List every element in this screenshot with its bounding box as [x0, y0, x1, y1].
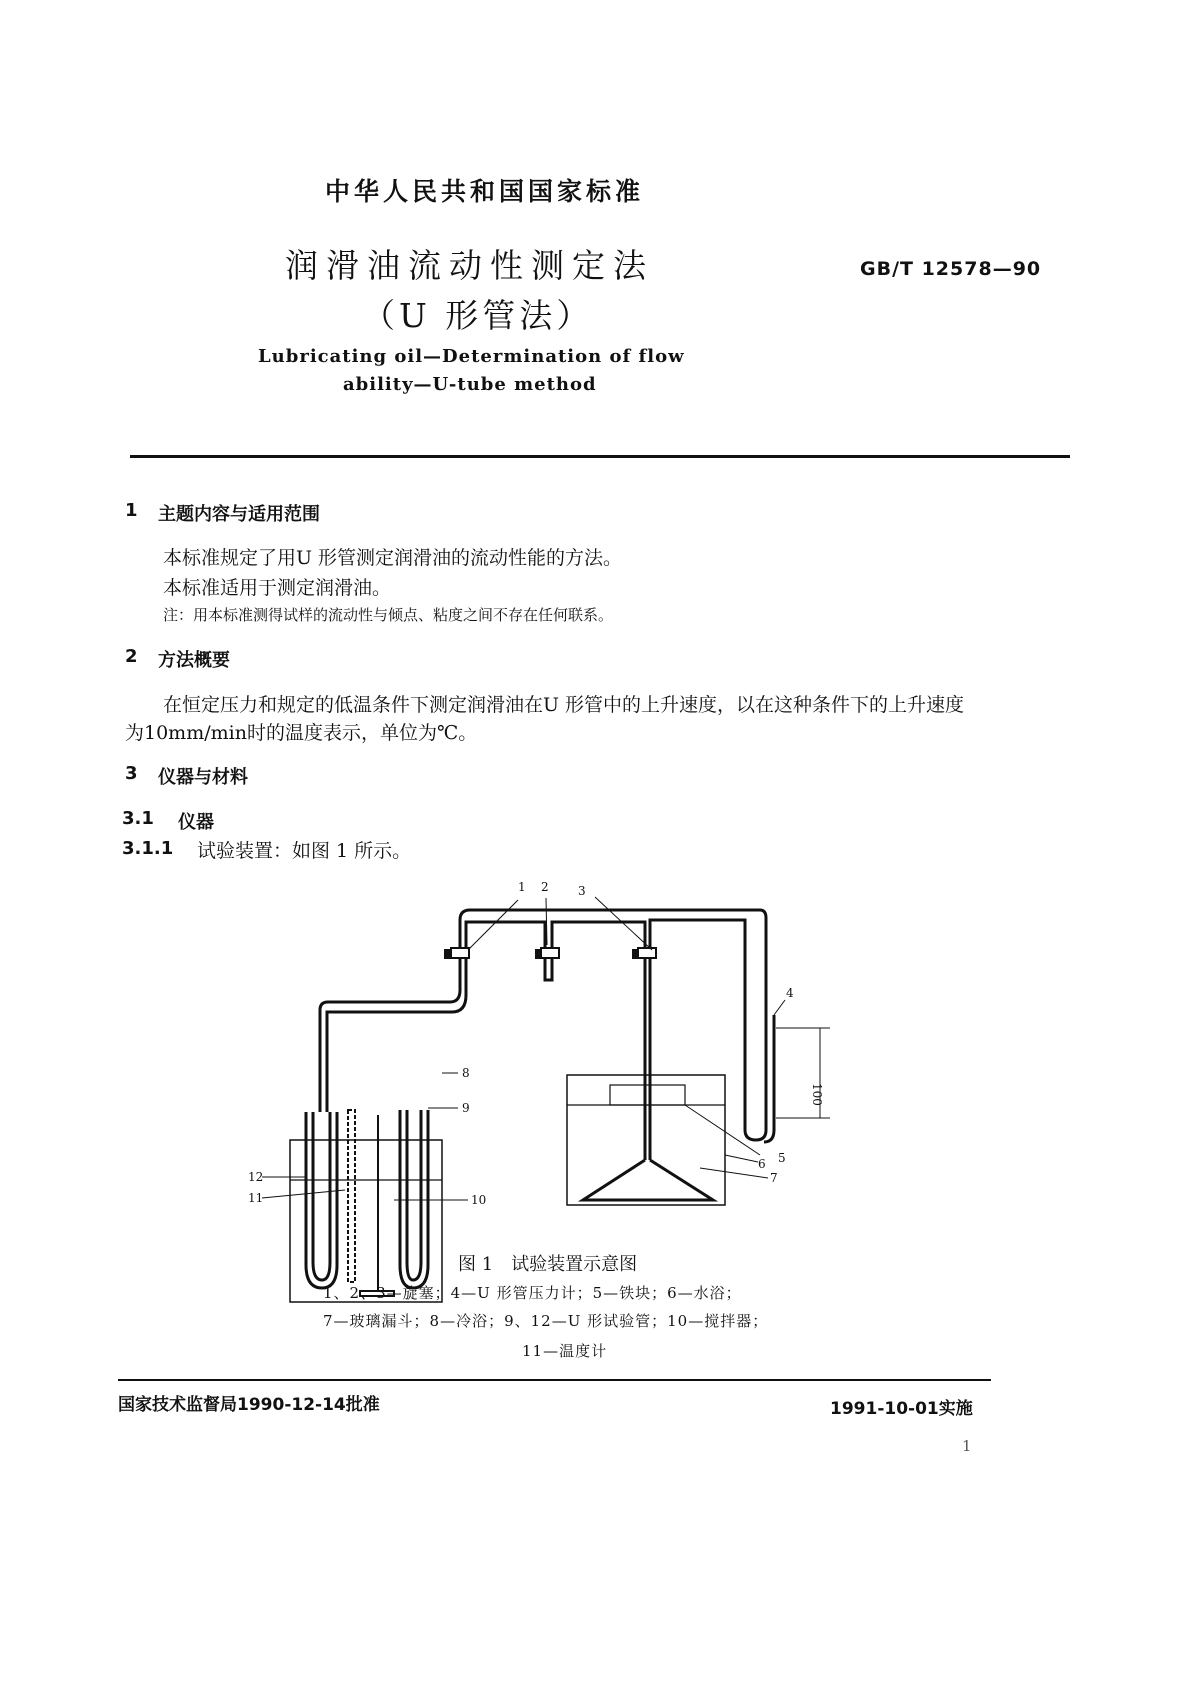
u-test-tube-9 [400, 1110, 428, 1288]
dimension-100: 100 [810, 1083, 824, 1106]
figure-legend-2: 7—玻璃漏斗；8—冷浴；9、12—U 形试验管；10—搅拌器； [323, 1312, 769, 1330]
section-2-p2: 为10mm/min时的温度表示，单位为℃。 [125, 722, 478, 744]
section-1-number: 1 [125, 500, 138, 521]
figure-caption: 图 1 试验装置示意图 [458, 1254, 638, 1275]
stopcock-2 [541, 948, 559, 958]
section-1-p1: 本标准规定了用U 形管测定润滑油的流动性能的方法。 [163, 547, 623, 569]
label-7: 7 [770, 1171, 778, 1185]
title-en-1: Lubricating oil—Determination of flow [258, 346, 685, 367]
section-3-1-1-number: 3.1.1 [122, 838, 174, 859]
header: 中华人民共和国国家标准 [325, 177, 645, 206]
standard-code: GB/T 12578—90 [860, 258, 1042, 280]
stopcock-1 [451, 948, 469, 958]
iron-block [610, 1085, 685, 1105]
label-9: 9 [462, 1101, 470, 1115]
section-3-1-title: 仪器 [178, 812, 214, 833]
figure-legend-1: 1、2、3—旋塞；4—U 形管压力计；5—铁块；6—水浴； [323, 1284, 742, 1302]
label-8: 8 [462, 1066, 470, 1080]
label-11: 11 [248, 1191, 264, 1205]
figure-legend-3: 11—温度计 [522, 1342, 608, 1360]
section-1-p2: 本标准适用于测定润滑油。 [163, 577, 392, 599]
stopcock-1-handle [445, 950, 449, 958]
subtitle-cn: （U 形管法） [362, 296, 594, 335]
stopcock-3 [638, 948, 656, 958]
footer-rule [118, 1379, 991, 1381]
label-4: 4 [786, 986, 794, 1000]
section-3-title: 仪器与材料 [158, 767, 248, 788]
title-cn: 润滑油流动性测定法 [285, 246, 654, 285]
label-2: 2 [541, 880, 549, 894]
section-3-1-number: 3.1 [122, 808, 154, 829]
section-2-p1: 在恒定压力和规定的低温条件下测定润滑油在U 形管中的上升速度，以在这种条件下的上升速度 [163, 694, 965, 716]
section-1-note: 注：用本标准测得试样的流动性与倾点、粘度之间不存在任何联系。 [163, 606, 614, 624]
u-test-tube-12 [306, 1112, 337, 1288]
section-3-1-1-text: 试验装置：如图 1 所示。 [197, 840, 412, 862]
page-number: 1 [962, 1437, 972, 1455]
section-3-number: 3 [125, 763, 138, 784]
label-1: 1 [518, 880, 526, 894]
label-6: 6 [758, 1157, 766, 1171]
stopcock-3-handle [633, 950, 637, 958]
title-en-2: ability—U-tube method [343, 374, 597, 395]
approval-date: 国家技术监督局1990-12-14批准 [118, 1395, 380, 1415]
section-1-title: 主题内容与适用范围 [158, 504, 320, 525]
label-3: 3 [578, 884, 586, 898]
label-12: 12 [248, 1170, 264, 1184]
section-2-title: 方法概要 [158, 650, 230, 671]
label-10: 10 [471, 1193, 487, 1207]
thermometer [348, 1110, 355, 1282]
glass-funnel [583, 1160, 713, 1200]
stopcock-2-handle [536, 950, 540, 958]
section-2-number: 2 [125, 646, 138, 667]
label-5: 5 [778, 1151, 786, 1165]
effective-date: 1991-10-01实施 [830, 1399, 973, 1419]
